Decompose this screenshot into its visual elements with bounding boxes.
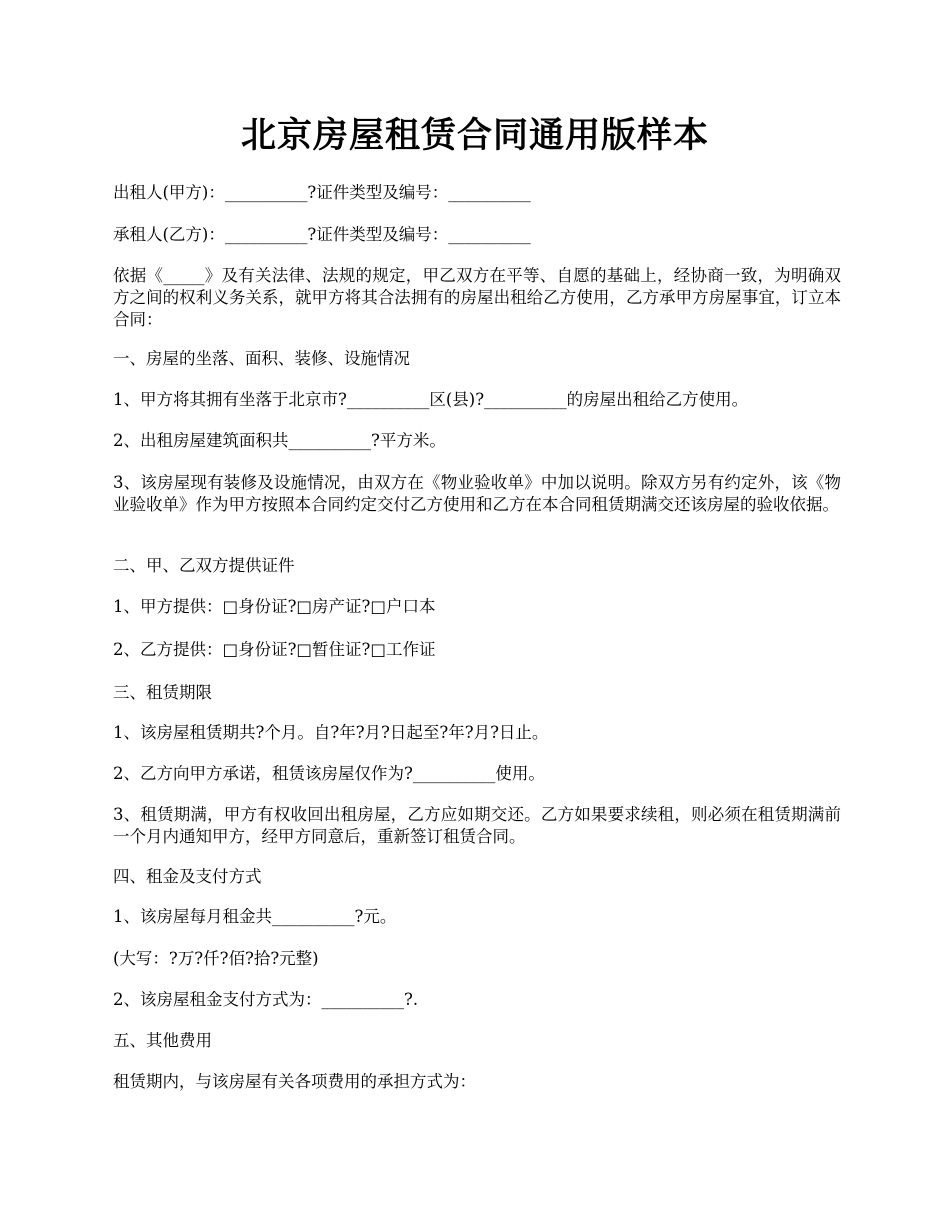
lessee-line: 承租人(乙方)：__________?证件类型及编号：__________ [113, 225, 531, 244]
clause-2-1: 1、甲方提供：□身份证?□房产证?□户口本 [113, 597, 436, 616]
clause-3-2: 2、乙方向甲方承诺，租赁该房屋仅作为?__________使用。 [113, 764, 545, 783]
clause-4-amount-in-words: (大写：?万?仟?佰?拾?元整) [113, 949, 319, 968]
section-heading-5: 五、其他费用 [113, 1031, 212, 1050]
clause-5-intro: 租赁期内，与该房屋有关各项费用的承担方式为： [113, 1072, 476, 1091]
section-heading-3: 三、租赁期限 [113, 683, 212, 702]
clause-4-2: 2、该房屋租金支付方式为：__________?. [113, 990, 419, 1009]
clause-1-1: 1、甲方将其拥有坐落于北京市?__________区(县)?__________的房屋出租给乙方使用。 [113, 390, 749, 409]
section-heading-4: 四、租金及支付方式 [113, 867, 262, 886]
clause-2-2: 2、乙方提供：□身份证?□暂住证?□工作证 [113, 640, 436, 659]
section-heading-1: 一、房屋的坐落、面积、装修、设施情况 [113, 349, 410, 368]
clause-1-2: 2、出租房屋建筑面积共__________?平方米。 [113, 431, 446, 450]
preamble-paragraph: 依据《_____》及有关法律、法规的规定，甲乙双方在平等、自愿的基础上，经协商一致，为明确双方之间的权利义务关系，就甲方将其合法拥有的房屋出租给乙方使用，乙方承甲方房屋事宜，订立本合同： [113, 266, 841, 329]
clause-4-1: 1、该房屋每月租金共__________?元。 [113, 907, 397, 926]
clause-3-3: 3、租赁期满，甲方有权收回出租房屋，乙方应如期交还。乙方如果要求续租，则必须在租赁期满前一个月内通知甲方，经甲方同意后，重新签订租赁合同。 [113, 805, 841, 846]
section-heading-2: 二、甲、乙双方提供证件 [113, 556, 295, 575]
document-title: 北京房屋租赁合同通用版样本 [240, 115, 709, 156]
lessor-line: 出租人(甲方)：__________?证件类型及编号：__________ [113, 183, 531, 202]
clause-3-1: 1、该房屋租赁期共?个月。自?年?月?日起至?年?月?日止。 [113, 723, 549, 742]
clause-1-3: 3、该房屋现有装修及设施情况，由双方在《物业验收单》中加以说明。除双方另有约定外，该《物业验收单》作为甲方按照本合同约定交付乙方使用和乙方在本合同租赁期满交还该房屋的验收依据。 [113, 473, 841, 514]
